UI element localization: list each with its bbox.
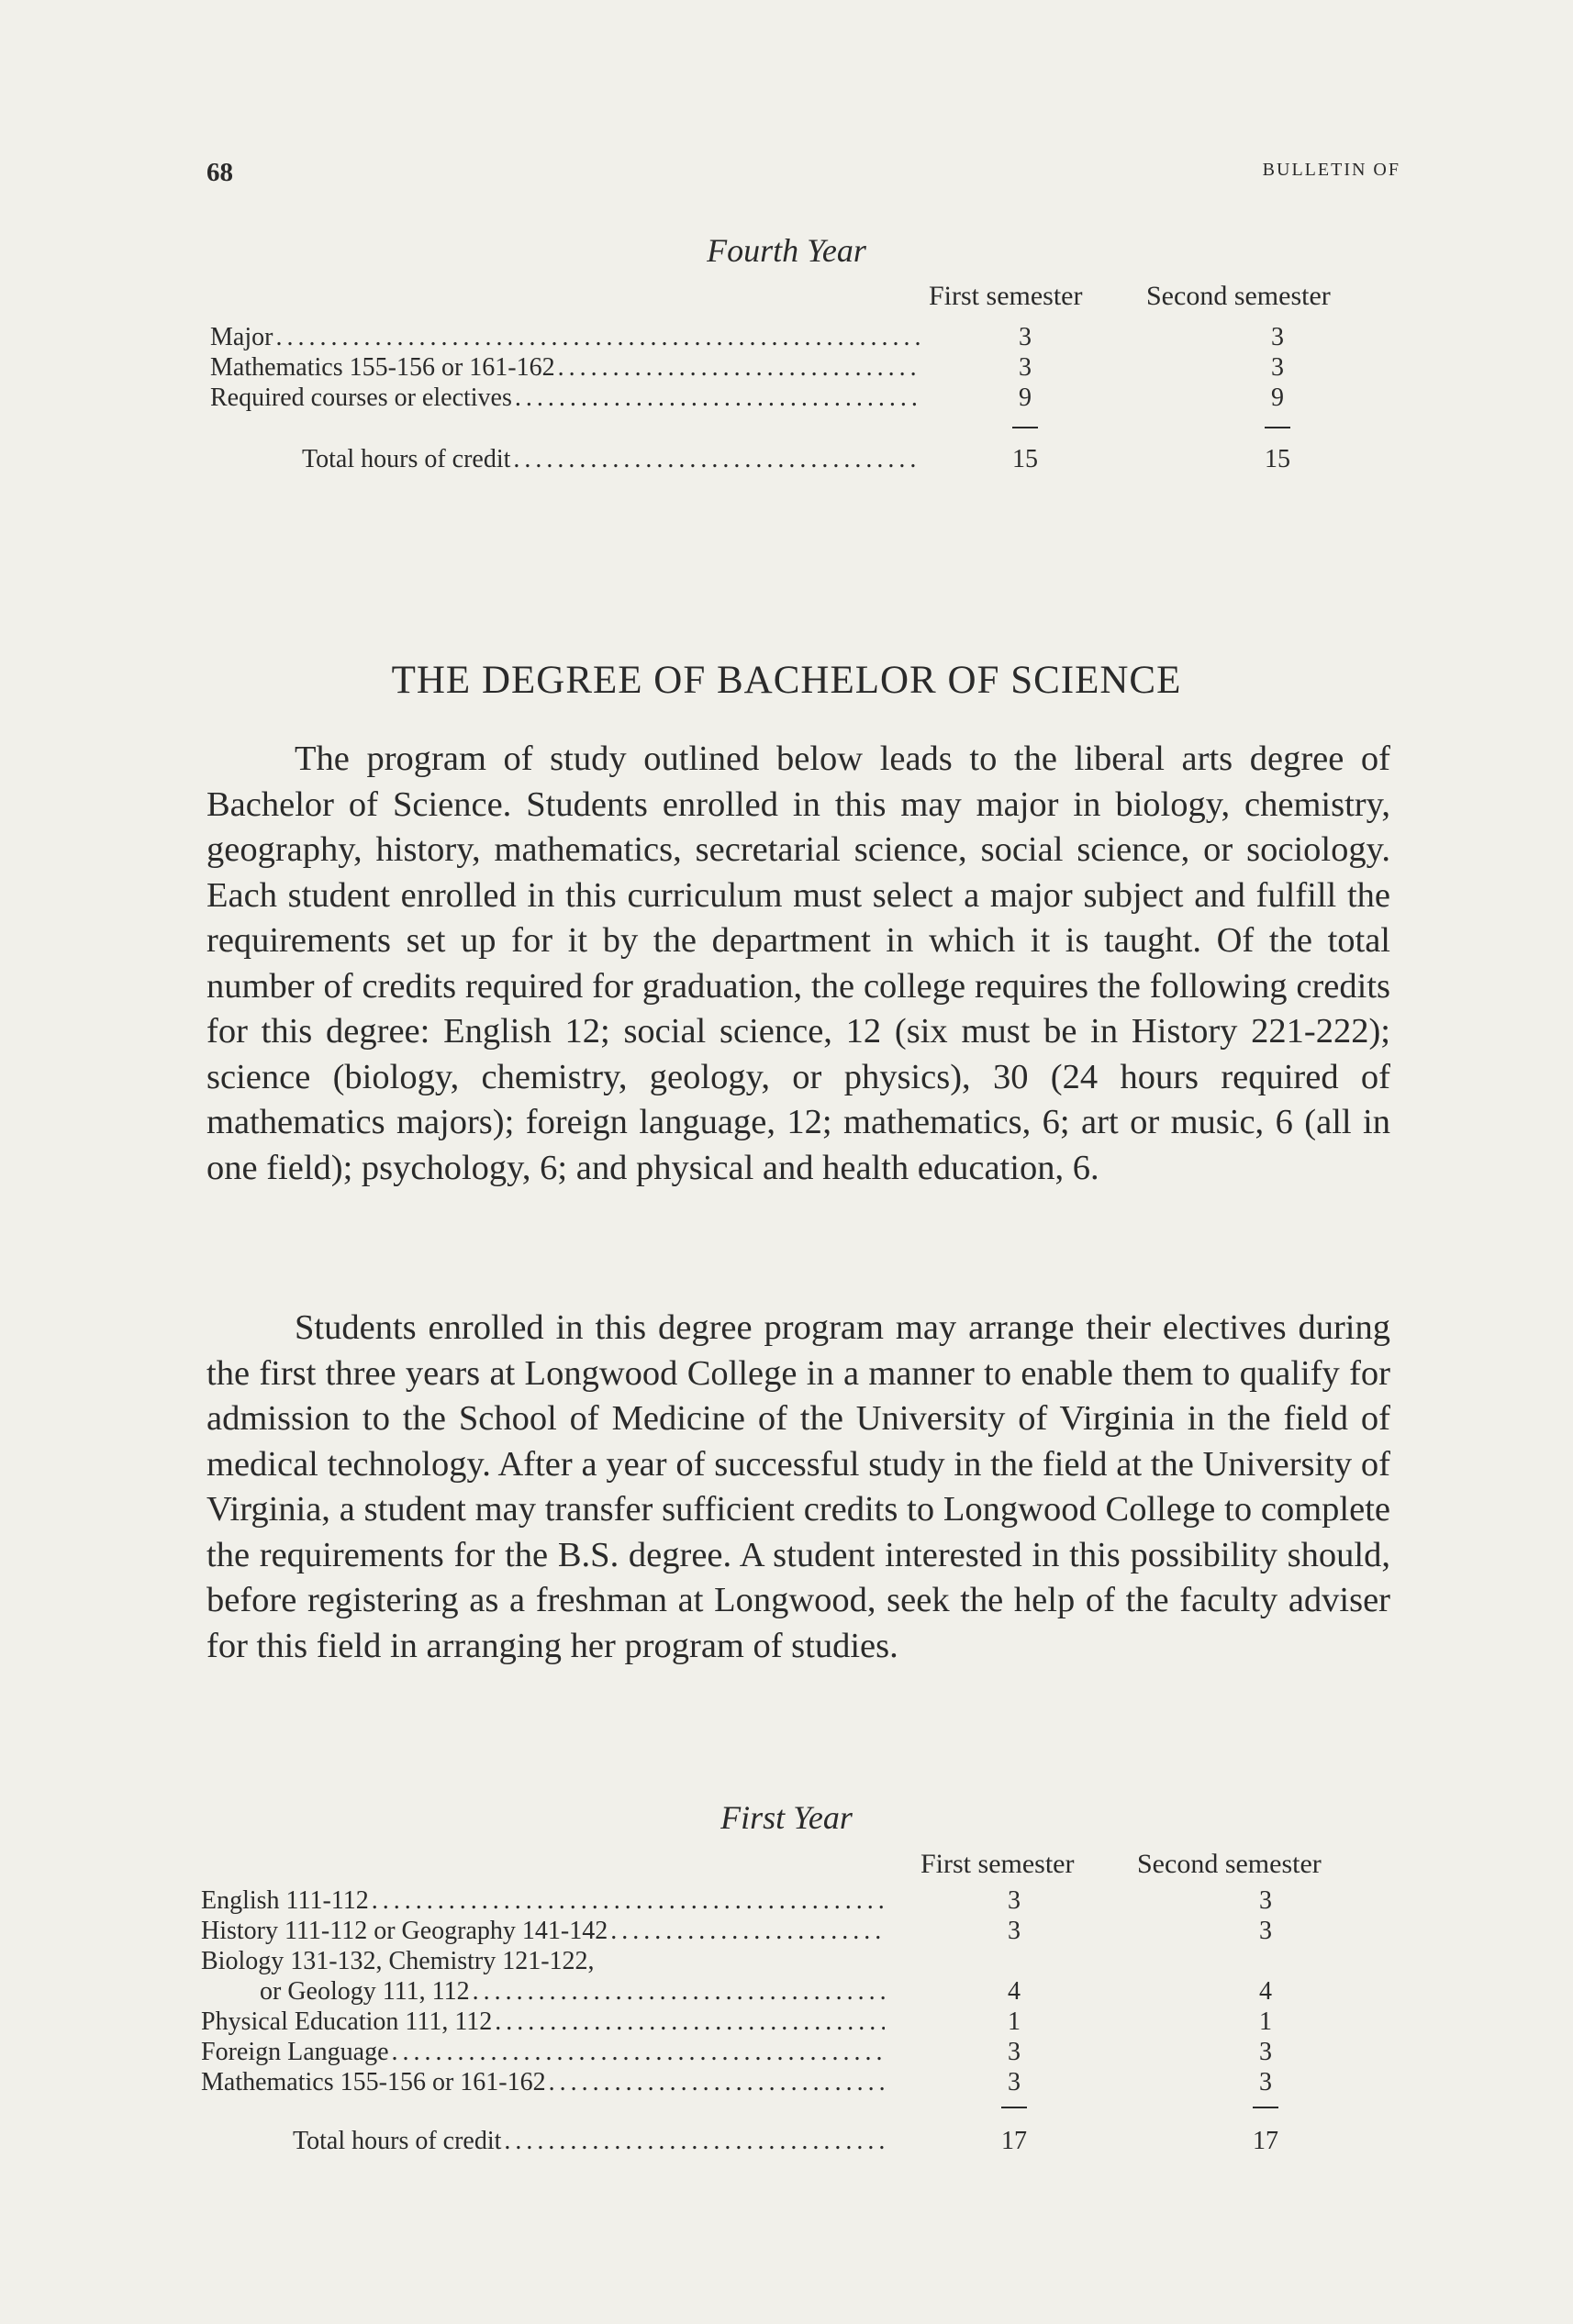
second-semester-value: 1 <box>1259 2007 1272 2036</box>
table-row <box>210 383 1394 413</box>
table-row <box>210 322 1394 352</box>
table-row <box>210 352 1394 383</box>
col-first-semester: First semester <box>920 1849 1075 1879</box>
row-label: Mathematics 155-156 or 161-162 <box>201 2068 549 2096</box>
second-semester-value: 3 <box>1271 323 1284 351</box>
row-label: Required courses or electives <box>210 384 515 412</box>
first-year-heading: First Year <box>720 1799 853 1836</box>
col-second-semester: Second semester <box>1146 281 1331 311</box>
row-label: English 111-112 <box>201 1886 372 1915</box>
page-number: 68 <box>206 158 233 187</box>
first-year-table <box>201 1849 1385 2161</box>
first-semester-value: 3 <box>1008 2068 1021 2096</box>
running-title: BULLETIN OF <box>1262 160 1400 180</box>
col-first-semester: First semester <box>929 281 1083 311</box>
table-row <box>201 1885 1385 1916</box>
total-first-semester: 15 <box>1012 445 1038 473</box>
second-semester-value: 3 <box>1259 1886 1272 1915</box>
first-semester-value: 3 <box>1008 1917 1021 1945</box>
second-semester-value: 3 <box>1259 1917 1272 1945</box>
total-label: Total hours of credit <box>293 2127 504 2155</box>
first-semester-value: 3 <box>1019 323 1032 351</box>
total-label: Total hours of credit <box>302 445 513 473</box>
sum-rule <box>1253 2107 1278 2108</box>
second-semester-value: 4 <box>1259 1977 1272 2006</box>
fourth-year-table <box>210 281 1394 492</box>
row-label: Biology 131-132, Chemistry 121-122, <box>201 1947 597 1975</box>
sum-rule <box>1012 427 1038 428</box>
total-second-semester: 15 <box>1265 445 1290 473</box>
table-row <box>201 1916 1385 1946</box>
first-semester-value: 3 <box>1008 2038 1021 2066</box>
first-semester-value: 1 <box>1008 2007 1021 2036</box>
medical-technology-paragraph: Students enrolled in this degree program may arrange their electives during the first three years at Longwood College in a manner to enable them to qualify for admission to the School of Medicine of the University of Virginia in the field of medical technology. After a year of successful study in the field at the University of Virginia, a student may transfer sufficient credits to Longwood College to complete the requirements for the B.S. degree. A student interested in this possibility should, before registering as a freshman at Longwood, seek the help of the faculty adviser for this field in arranging her program of studies. <box>206 1308 1390 1665</box>
table-row <box>201 2007 1385 2037</box>
intro-paragraph: The program of study outlined below leads to the liberal arts degree of Bachelor of Science. Students enrolled in this may major in biology, chemistry, geography, history, mathematics, secretarial science, social science, or sociology. Each student enrolled in this curriculum must select a major subject and fulfill the requirements set up for it by the department in which it is taught. Of the total number of credits required for graduation, the college requires the following credits for this degree: English 12; social science, 12 (six must be in History 221-222); science (biology, chemistry, geology, or physics), 30 (24 hours required of mathematics majors); foreign language, 12; mathematics, 6; art or music, 6 (all in one field); psychology, 6; and physical and health education, 6. <box>206 739 1390 1187</box>
total-first-semester: 17 <box>1001 2127 1027 2155</box>
table-row <box>201 1976 1385 2007</box>
first-semester-value: 9 <box>1019 384 1032 412</box>
degree-title: THE DEGREE OF BACHELOR OF SCIENCE <box>391 659 1182 702</box>
table-row <box>201 2037 1385 2067</box>
second-semester-value: 3 <box>1259 2038 1272 2066</box>
first-semester-value: 3 <box>1008 1886 1021 1915</box>
fourth-year-heading: Fourth Year <box>707 232 866 269</box>
sum-rule <box>1001 2107 1027 2108</box>
table-row <box>201 1946 1385 1976</box>
row-label: Foreign Language <box>201 2038 392 2066</box>
table-row <box>201 2067 1385 2097</box>
row-label: Physical Education 111, 112 <box>201 2007 495 2036</box>
sum-rule <box>1265 427 1290 428</box>
second-semester-value: 9 <box>1271 384 1284 412</box>
column-headers <box>210 281 1394 314</box>
total-row <box>201 2126 1385 2156</box>
second-semester-value: 3 <box>1271 353 1284 382</box>
row-label: or Geology 111, 112 <box>260 1977 473 2006</box>
total-second-semester: 17 <box>1253 2127 1278 2155</box>
running-head <box>206 158 1400 195</box>
row-label: Major <box>210 323 275 351</box>
row-label: History 111-112 or Geography 141-142 <box>201 1917 610 1945</box>
first-semester-value: 3 <box>1019 353 1032 382</box>
col-second-semester: Second semester <box>1137 1849 1322 1879</box>
second-semester-value: 3 <box>1259 2068 1272 2096</box>
total-row <box>210 444 1394 474</box>
first-semester-value: 4 <box>1008 1977 1021 2006</box>
column-headers <box>201 1849 1385 1882</box>
row-label: Mathematics 155-156 or 161-162 <box>210 353 558 382</box>
